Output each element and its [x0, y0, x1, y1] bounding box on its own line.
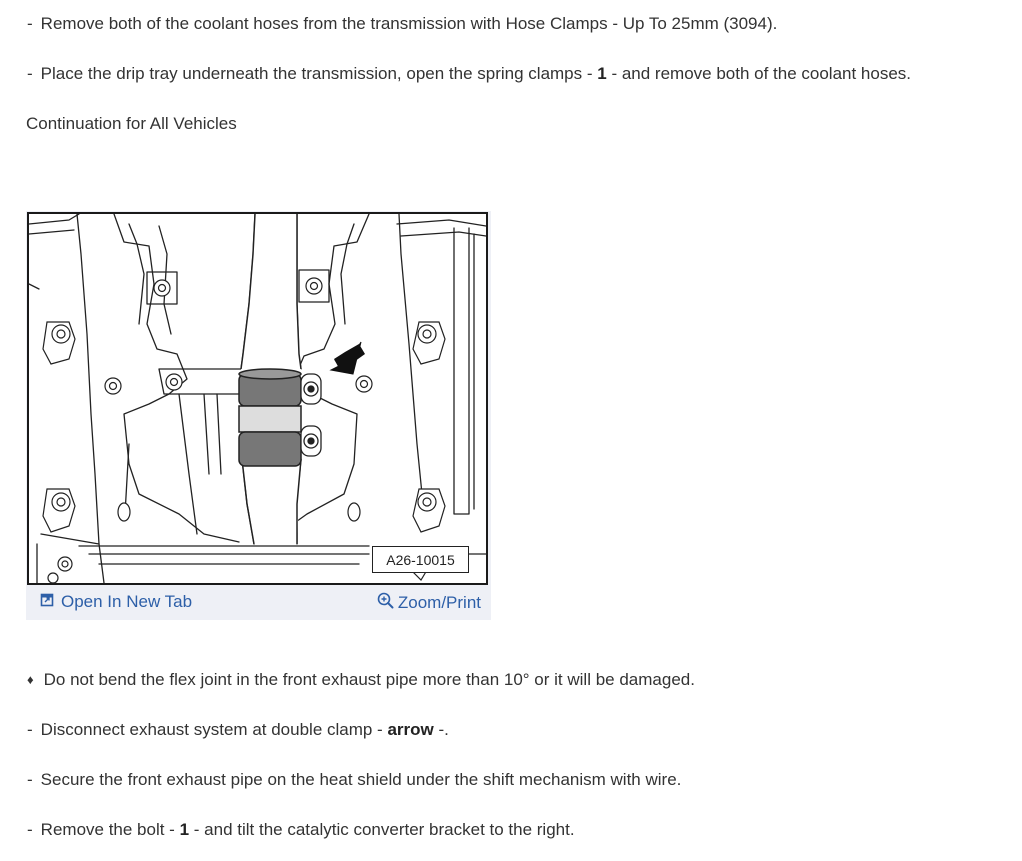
step-place-drip-tray [27, 64, 911, 84]
step-text: Secure the front exhaust pipe on the heat shield under the shift mechanism with wire. [40, 770, 682, 789]
step-secure-exhaust-pipe [27, 770, 681, 790]
step-dash: - [27, 720, 33, 739]
figure-illustration [27, 212, 488, 585]
step-dash: - [27, 820, 33, 839]
step-ref-arrow: arrow [387, 720, 434, 739]
step-remove-coolant-hoses [27, 14, 777, 34]
open-new-tab-icon [40, 592, 55, 612]
exhaust-clamp-diagram [29, 214, 486, 583]
open-in-new-tab-label: Open In New Tab [61, 592, 193, 611]
open-in-new-tab-link[interactable] [40, 592, 192, 612]
step-text: Remove both of the coolant hoses from the transmission with Hose Clamps - Up To 25mm (3094). [40, 14, 778, 33]
figure-id-label: A26-10015 [372, 546, 469, 573]
step-text: Remove the bolt - [40, 820, 180, 839]
magnifier-zoom-icon [377, 592, 394, 614]
step-ref-number: 1 [597, 64, 607, 83]
zoom-print-label: Zoom/Print [397, 593, 481, 612]
step-dash: - [27, 770, 33, 789]
step-remove-bolt [27, 820, 575, 840]
zoom-print-link[interactable] [377, 592, 481, 614]
step-text: - and remove both of the coolant hoses. [606, 64, 912, 83]
section-heading: Continuation for All Vehicles [26, 114, 237, 133]
note-text: Do not bend the flex joint in the front exhaust pipe more than 10° or it will be damaged. [43, 670, 695, 689]
figure-container [26, 211, 491, 620]
step-text: Place the drip tray underneath the transmission, open the spring clamps - [40, 64, 598, 83]
diamond-bullet-icon: ♦ [27, 672, 34, 687]
step-text: Disconnect exhaust system at double clamp - [40, 720, 388, 739]
note-flex-joint [27, 670, 695, 691]
step-text: - and tilt the catalytic converter bracket to the right. [189, 820, 575, 839]
step-ref-number: 1 [179, 820, 190, 839]
step-disconnect-exhaust [27, 720, 449, 740]
step-dash: - [27, 14, 33, 33]
figure-action-bar [26, 587, 491, 620]
step-dash: - [27, 64, 33, 83]
step-text: -. [433, 720, 449, 739]
